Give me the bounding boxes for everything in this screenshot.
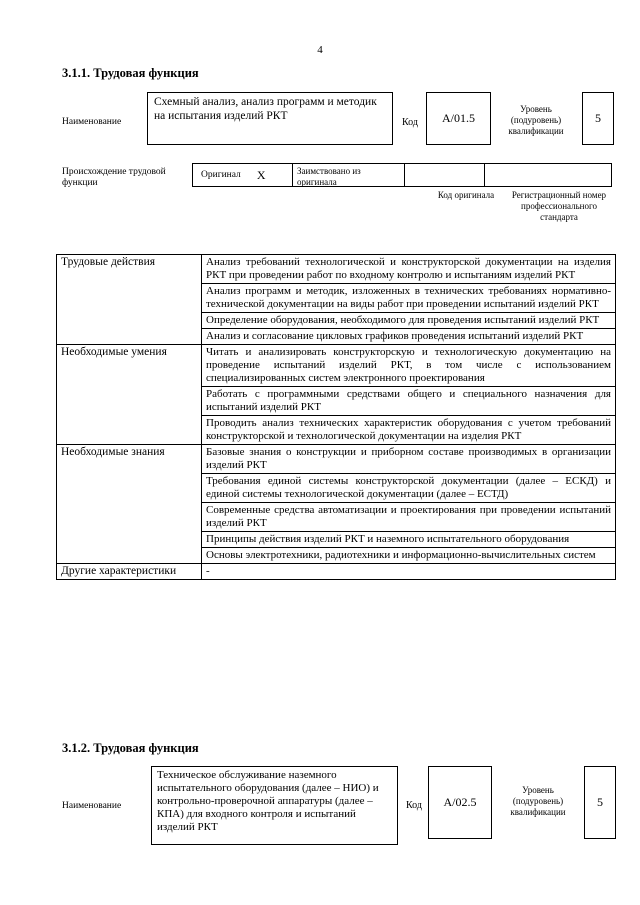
item-cell: Основы электротехники, радиотехники и информационно-вычислительных систем [202, 548, 616, 564]
item-cell: Требования единой системы конструкторской документации (далее – ЕСКД) и единой системы технологической документации (далее – ЕСТД) [202, 474, 616, 503]
table-row [57, 445, 616, 474]
category-cell: Другие характеристики [57, 564, 202, 580]
borrowed-cell: Заимствовано из оригинала [293, 164, 405, 186]
table-row [57, 255, 616, 284]
origin-original-cell [193, 164, 293, 186]
page-number: 4 [317, 44, 323, 56]
function-code-box-2: A/02.5 [428, 766, 492, 839]
level-label: Уровень (подуровень) квалификации [508, 104, 564, 136]
qualification-level-box: 5 [582, 92, 614, 145]
category-cell: Трудовые действия [57, 255, 202, 345]
table-row [57, 345, 616, 387]
item-cell: Анализ программ и методик, изложенных в технических требованиях нормативно-технической документации на виды работ при проведении испытаний изделий РКТ [202, 284, 616, 313]
original-label: Оригинал [201, 170, 241, 180]
code-original-label: Код оригинала [437, 190, 495, 200]
item-cell: - [202, 564, 616, 580]
function-code-box: A/01.5 [426, 92, 491, 145]
table-row [57, 564, 616, 580]
item-cell: Определение оборудования, необходимого для проведения испытаний изделий РКТ [202, 313, 616, 329]
name-label-2: Наименование [62, 801, 122, 811]
code-label-2: Код [406, 800, 422, 811]
function-name-box: Схемный анализ, анализ программ и методик на испытания изделий РКТ [147, 92, 393, 145]
code-label: Код [402, 117, 418, 128]
reg-number-label: Регистрационный номер профессионального стандарта [511, 190, 607, 222]
origin-label: Происхождение трудовой функции [62, 167, 166, 188]
item-cell: Анализ и согласование цикловых графиков проведения испытаний изделий РКТ [202, 329, 616, 345]
qualification-level-box-2: 5 [584, 766, 616, 839]
item-cell: Проводить анализ технических характеристик оборудования с учетом требований конструкторской и технологической документации на изделия РКТ [202, 416, 616, 445]
reg-number-cell [485, 164, 611, 186]
code-original-cell [405, 164, 485, 186]
level-label-2: Уровень (подуровень) квалификации [510, 785, 566, 817]
category-cell: Необходимые знания [57, 445, 202, 564]
item-cell: Работать с программными средствами общего и специального назначения для испытаний изделий РКТ [202, 387, 616, 416]
category-cell: Необходимые умения [57, 345, 202, 445]
origin-row [192, 163, 612, 187]
original-mark: X [256, 167, 266, 182]
item-cell: Читать и анализировать конструкторскую и технологическую документацию на проведение испытаний изделий РКТ, в том числе с использованием специализированных систем электронного проектирования [202, 345, 616, 387]
item-cell: Базовые знания о конструкции и приборном составе производимых в организации изделий РКТ [202, 445, 616, 474]
name-label: Наименование [62, 117, 122, 127]
item-cell: Принципы действия изделий РКТ и наземного испытательного оборудования [202, 532, 616, 548]
section-title-3-1-1: 3.1.1. Трудовая функция [62, 66, 199, 80]
section-title-3-1-2: 3.1.2. Трудовая функция [62, 741, 199, 755]
item-cell: Современные средства автоматизации и проектирования при проведении испытаний изделий РКТ [202, 503, 616, 532]
item-cell: Анализ требований технологической и конструкторской документации на изделия РКТ при проведении работ по входному контролю и испытаниям изделий РКТ [202, 255, 616, 284]
labor-function-table [56, 254, 616, 580]
function-name-box-2: Техническое обслуживание наземного испытательного оборудования (далее – НИО) и контрольно-проверочной аппаратуры (далее – КПА) для входного контроля и испытаний изделий РКТ [151, 766, 398, 845]
